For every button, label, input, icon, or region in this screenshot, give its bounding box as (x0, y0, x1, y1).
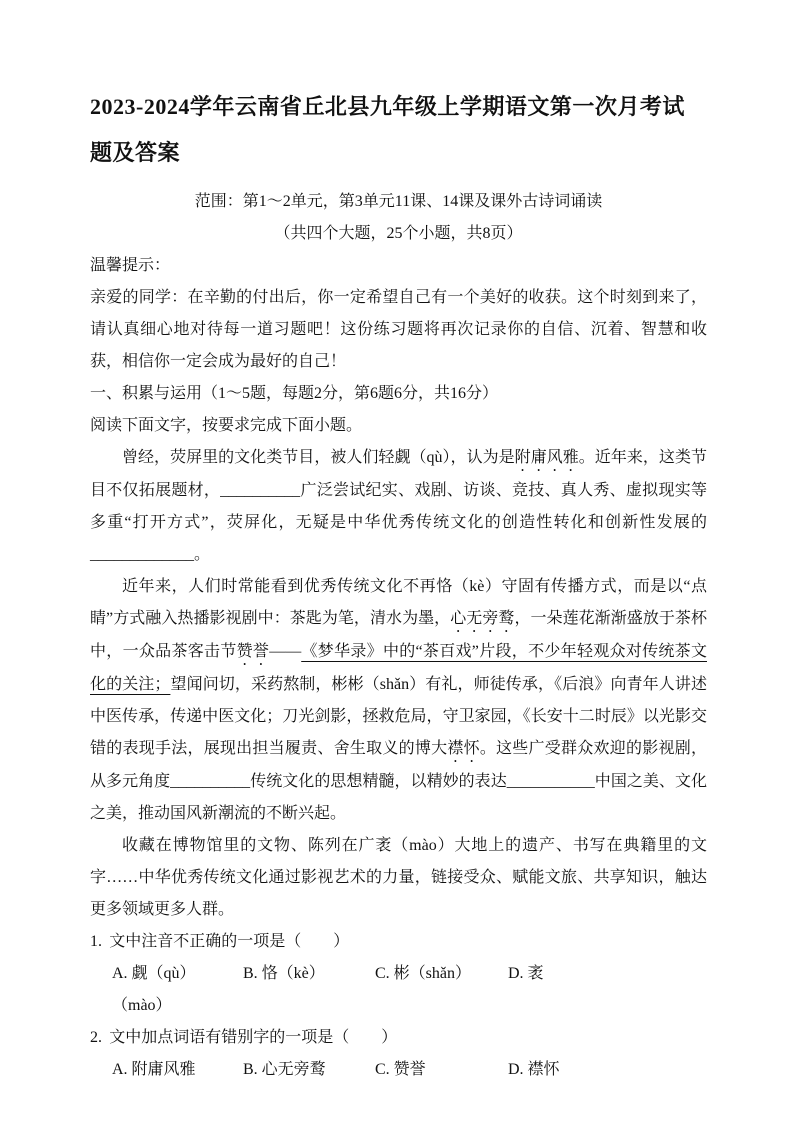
option-d: D. 袤 (508, 965, 544, 982)
passage-text: 收藏在博物馆里的文物、陈列在广袤（mào）大地上的遗产、书写在典籍里的文字……中华优秀传统文化通过影视艺术的力量，链接受众、赋能文旅、共享知识，触达更多领域更多人群。 (90, 837, 707, 918)
emphasized-term: 心无旁鹜 (450, 610, 515, 627)
section-heading: 一、积累与运用（1～5题，每题2分，第6题6分，共16分） (90, 385, 499, 402)
passage-paragraph (90, 830, 707, 926)
notice-body: 亲爱的同学：在辛勤的付出后，你一定希望自己有一个美好的收获。这个时刻到来了，请认真细心地对待每一道习题吧！这份练习题将再次记录你的自信、沉着、智慧和收获，相信你一定会成为最好的自己！ (90, 289, 707, 370)
question-2-options (90, 1054, 707, 1086)
emphasized-term: 赞誉 (236, 643, 270, 660)
question-2-number: 2. (90, 1029, 102, 1046)
passage-paragraph (90, 442, 707, 571)
option-a: A. 附庸风雅 (112, 1061, 196, 1078)
question-2 (90, 1022, 707, 1086)
question-2-line (90, 1022, 707, 1054)
emphasized-term: 襟怀 (447, 740, 480, 757)
passage-text: 。这些广受群众欢迎的影视剧，从多元角度__________传统文化的思想精髓，以精妙的表达___________中国之美、文化之美，推动国风新潮流的不断兴起。 (90, 740, 707, 822)
option-d: D. 襟怀 (508, 1061, 560, 1078)
passage-text: 望闻问切，采药熬制，彬彬（shǎn）有礼，师徒传承，《后浪》向青年人讲述中医传承，传递中医文化；刀光剑影，拯救危局，守卫家园，《长安十二时辰》以光影交错的表现手法，展现出担当履责、舍生取义的博大 (90, 676, 707, 757)
option-b: B. 恪（kè） (243, 965, 325, 982)
passage (90, 442, 707, 926)
question-2-text: 文中加点词语有错别字的一项是（ ） (109, 1029, 398, 1046)
question-1-options (90, 958, 707, 990)
passage-paragraph (90, 571, 707, 830)
reading-instruction: 阅读下面文字，按要求完成下面小题。 (90, 417, 363, 434)
option-a: A. 觑（qù） (112, 965, 196, 982)
passage-text: ，一朵莲花渐渐盛放于茶杯中，一众品茶客击节 (90, 610, 707, 660)
passage-text: 曾经，荧屏里的文化类节目，被人们轻觑（qù），认为是 (122, 449, 515, 466)
page-title: 2023-2024学年云南省丘北县九年级上学期语文第一次月考试题及答案 (90, 94, 685, 165)
passage-text: 。近年来，这类节目不仅拓展题材，__________广泛尝试纪实、戏剧、访谈、竞技、真人秀、虚拟现实等多重“打开方式”，荧屏化，无疑是中华优秀传统文化的创造性转化和创新性发展的_____________。 (90, 449, 707, 563)
count-line: （共四个大题，25个小题，共8页） (274, 225, 523, 242)
question-1-option-d-overflow: （mào） (112, 997, 172, 1014)
emphasized-term: 附庸风雅 (514, 449, 579, 466)
underlined-phrase: 《梦华录》中的“茶百戏”片段，不少年轻观众对传统茶文化的关注； (90, 643, 707, 693)
question-1-line (90, 926, 707, 958)
scope-line: 范围：第1～2单元，第3单元11课、14课及课外古诗词诵读 (194, 193, 603, 210)
option-c: C. 赞誉 (375, 1061, 426, 1078)
question-1 (90, 926, 707, 1022)
passage-text: —— (269, 643, 302, 660)
notice-heading: 温馨提示： (90, 257, 171, 274)
option-b: B. 心无旁鹜 (243, 1061, 326, 1078)
question-1-text: 文中注音不正确的一项是（ ） (109, 933, 350, 950)
passage-text: 近年来，人们时常能看到优秀传统文化不再恪（kè）守固有传播方式，而是以“点睛”方式融入热播影视剧中：茶匙为笔，清水为墨， (90, 578, 707, 627)
option-c: C. 彬（shǎn） (375, 965, 472, 982)
question-1-number: 1. (90, 933, 102, 950)
